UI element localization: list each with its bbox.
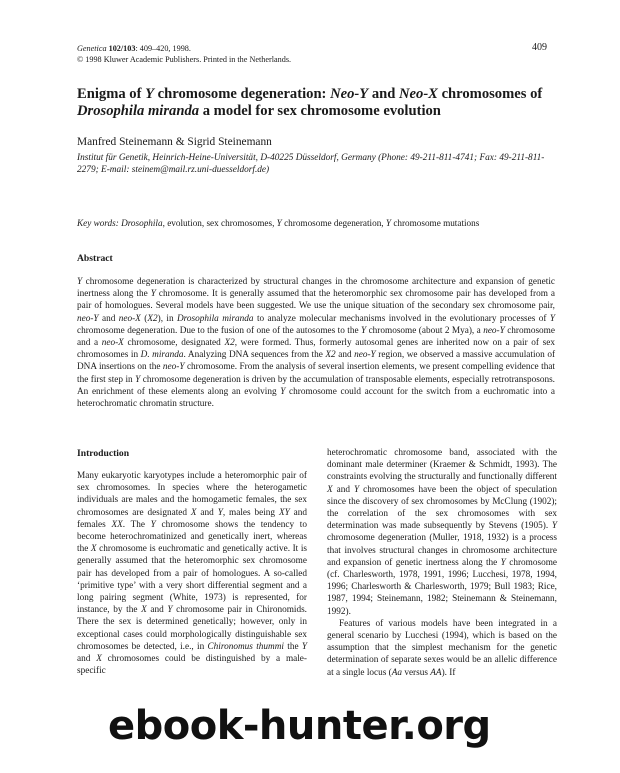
watermark-text: ebook-hunter.org: [108, 703, 491, 749]
body-column-left: [77, 470, 307, 677]
volume: 102/103: [108, 44, 136, 53]
body-column-right: [327, 447, 557, 679]
introduction-heading: Introduction: [77, 448, 130, 459]
affiliation: Institut für Genetik, Heinrich-Heine-Universität, D-40225 Düsseldorf, Germany (Phone: 49-211-811-4741; Fax: 49-211-811-2279; E-mail: steinem@mail.rz.uni-duesseldorf.de): [77, 153, 545, 175]
copyright-line: © 1998 Kluwer Academic Publishers. Printed in the Netherlands.: [77, 54, 292, 64]
abstract-heading: Abstract: [77, 253, 113, 264]
abstract-text: Y chromosome degeneration is characterized by structural changes in the chromosome architecture and expansion of genetic inertness along the Y chromosome. It is generally assumed that the heteromorphic sex chromosome pair has developed from a pair of homologues. Several models have been suggested. We use the unique situation of the secondary sex chromosome pair, neo-Y and neo-X (X2), in Drosophila miranda to analyze molecular mechanisms involved in the evolutionary processes of Y chromosome degeneration. Due to the fusion of one of the autosomes to the Y chromosome (about 2 Mya), a neo-Y chromosome and a neo-X chromosome, designated X2, were formed. Thus, formerly autosomal genes are inherited now on a pair of sex chromosomes in D. miranda. Analyzing DNA sequences from the X2 and neo-Y region, we observed a massive accumulation of DNA insertions on the neo-Y chromosome. From the analysis of several insertion elements, we present compelling evidence that the first step in Y chromosome degeneration is driven by the accumulation of transposable elements, especially retrotransposons. An enrichment of these elements along an evolving Y chromosome could account for the switch from a euchromatic into a heterochromatic chromatin structure.: [77, 277, 556, 410]
paragraph: Many eukaryotic karyotypes include a heteromorphic pair of sex chromosomes. In species where the heterogametic individuals are males and the homogametic females, the sex chromosomes are designated X and Y, males being XY and females XX. The Y chromosome shows the tendency to become heterochromatinized and genetically inert, whereas the X chromosome is euchromatic and genetically active. It is generally assumed that the heteromorphic sex chromosome pair has developed from a pair of homologues. A so-called ‘primitive type’ with a very short differential segment and a long pairing segment (White, 1973) is represented, for instance, by the X and Y chromosome pair in Chironomids. There the sex is determined genetically; however, only in exceptional cases could morphologically distinguishable sex chromosomes be detected, i.e., in Chironomus thummi the Y and X chromosomes could be distinguished by a male-specific: [77, 471, 308, 677]
keywords: Key words: Drosophila, evolution, sex chromosomes, Y chromosome degeneration, Y chromosome mutations: [77, 218, 480, 228]
page-number: 409: [532, 42, 547, 53]
authors: Manfred Steinemann & Sigrid Steinemann: [77, 136, 272, 148]
citation-line: [77, 44, 291, 55]
paragraph: heterochromatic chromosome band, associated with the dominant male determiner (Kraemer & Schmidt, 1993). The constraints evolving the structurally and functionally different X and Y chromosomes have been the object of speculation since the discovery of sex chromosomes by McClung (1902); the correlation of the sex chromosomes with sex determination was made subsequently by Stevens (1905). Y chromosome degeneration (Muller, 1918, 1932) is a process that involves structural changes in chromosome architecture and expansion of genetic inertness along the Y chromosome (cf. Charlesworth, 1978, 1991, 1996; Lucchesi, 1978, 1994, 1996; Charlesworth & Charlesworth, 1979; Bull 1983; Rice, 1987, 1994; Steinemann, 1982; Steinemann & Steinemann, 1992).: [327, 448, 557, 617]
article-title: Enigma of Y chromosome degeneration: Neo-Y and Neo-X chromosomes of Drosophila miranda a model for sex chromosome evolution: [77, 86, 543, 119]
paragraph: Features of various models have been integrated in a general scenario by Lucchesi (1994), which is based on the assumption that the simplest mechanism for the genetic determination of separate sexes would be an allelic difference at a single locus (Aa versus AA). If: [327, 618, 557, 678]
page-range: : 409–420, 1998.: [135, 44, 191, 53]
journal-name: Genetica: [77, 44, 107, 53]
journal-info: [77, 44, 291, 65]
